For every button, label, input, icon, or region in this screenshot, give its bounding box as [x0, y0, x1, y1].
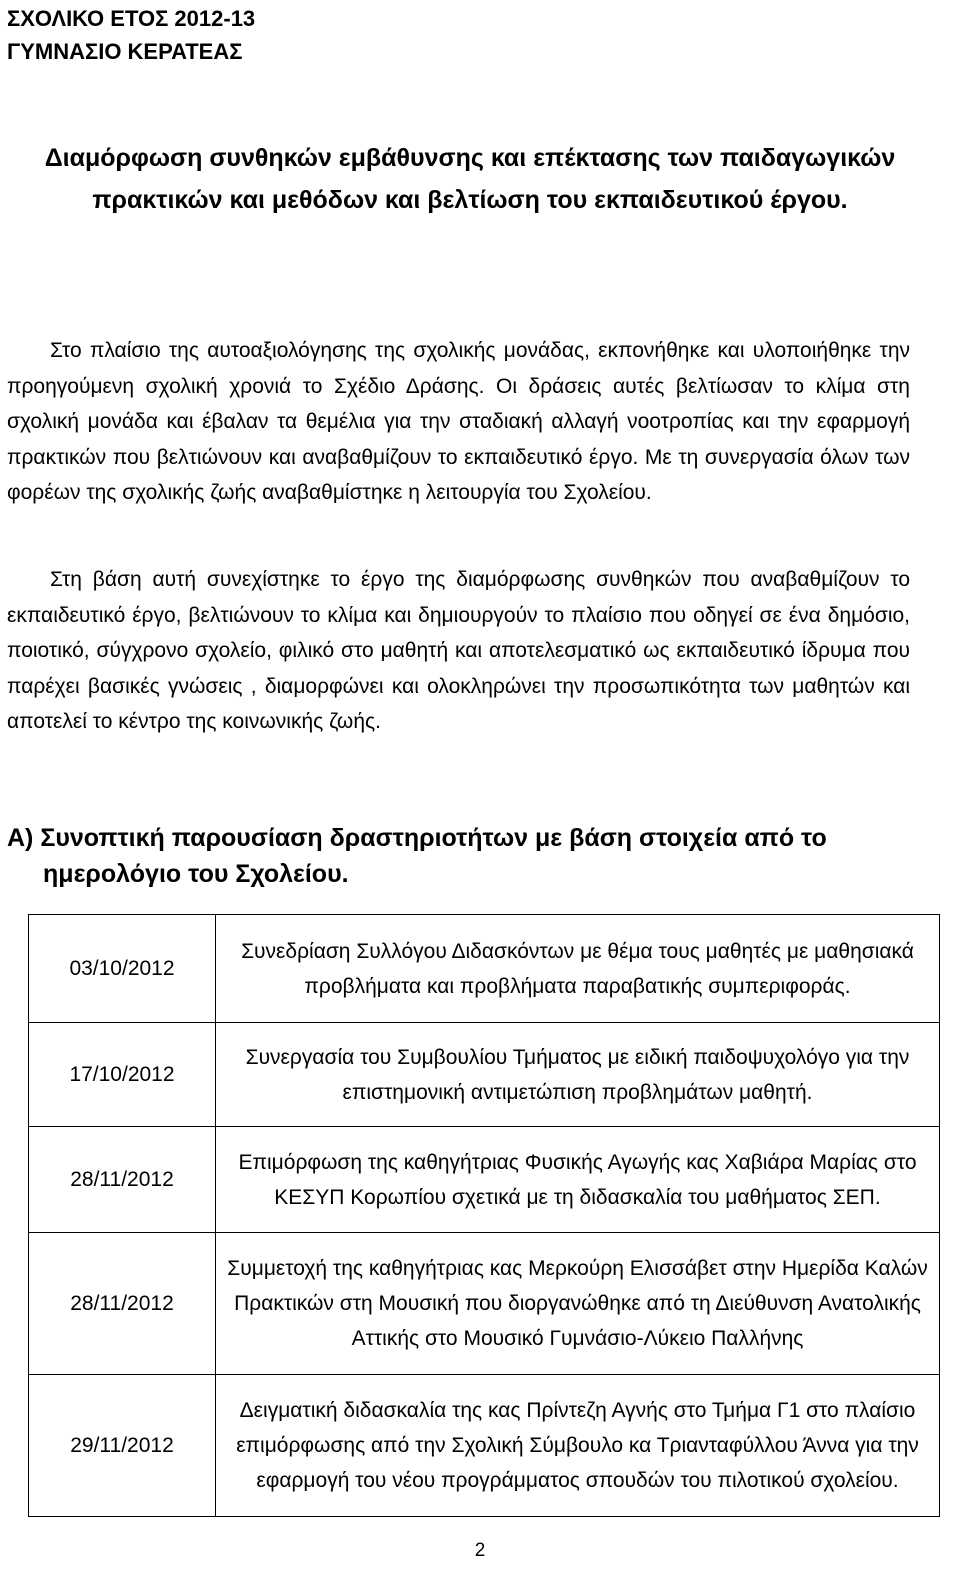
school-year: ΣΧΟΛΙΚΟ ΕΤΟΣ 2012-13 [7, 6, 256, 31]
intro-paragraph: Στο πλαίσιο της αυτοαξιολόγησης της σχολικής μονάδας, εκπονήθηκε και υλοποιήθηκε την προηγούμενη σχολική χρονιά το Σχέδιο Δράσης. Οι δράσεις αυτές βελτίωσαν το κλίμα στη σχολική μονάδα και έβαλαν τα θεμέλια για την σταδιακή αλλαγή νοοτροπίας και την εφαρμογή πρακτικών που βελτιώνουν και αναβαθμίζουν το εκπαιδευτικό έργο. Με τη συνεργασία όλων των φορέων της σχολικής ζωής αναβαθμίστηκε η λειτουργία του Σχολείου. [7, 339, 910, 504]
event-description: Συνεδρίαση Συλλόγου Διδασκόντων με θέμα τους μαθητές με μαθησιακά προβλήματα και προβλήματα παραβατικής συμπεριφοράς. [216, 915, 940, 1023]
activities-table [28, 914, 940, 1517]
event-date: 17/10/2012 [29, 1023, 216, 1127]
event-description: Επιμόρφωση της καθηγήτριας Φυσικής Αγωγής κας Χαβιάρα Μαρίας στο ΚΕΣΥΠ Κορωπίου σχετικά με τη διδασκαλία του μαθήματος ΣΕΠ. [216, 1127, 940, 1233]
table-row [29, 1023, 940, 1127]
event-date: 03/10/2012 [29, 915, 216, 1023]
school-name: ΓΥΜΝΑΣΙΟ ΚΕΡΑΤΕΑΣ [7, 39, 243, 64]
page-number: 2 [474, 1540, 486, 1561]
event-description: Συμμετοχή της καθηγήτριας κας Μερκούρη Ελισσάβετ στην Ημερίδα Καλών Πρακτικών στη Μουσική που διοργανώθηκε από τη Διεύθυνση Ανατολικής Αττικής στο Μουσικό Γυμνάσιο-Λύκειο Παλλήνης [216, 1233, 940, 1375]
table-row [29, 1233, 940, 1375]
body-paragraph: Στη βάση αυτή συνεχίστηκε το έργο της διαμόρφωσης συνθηκών που αναβαθμίζουν το εκπαιδευτικό έργο, βελτιώνουν το κλίμα και δημιουργούν το πλαίσιο που οδηγεί σε ένα δημόσιο, ποιοτικό, σύγχρονο σχολείο, φιλικό στο μαθητή και αποτελεσματικό ως εκπαιδευτικό ίδρυμα που παρέχει βασικές γνώσεις , διαμορφώνει και ολοκληρώνει την προσωπικότητα των μαθητών και αποτελεί το κέντρο της κοινωνικής ζωής. [7, 568, 910, 733]
document-title: Διαμόρφωση συνθηκών εμβάθυνσης και επέκτασης των παιδαγωγικών πρακτικών και μεθόδων και βελτίωση του εκπαιδευτικού έργου. [44, 144, 896, 214]
table-row [29, 1375, 940, 1517]
table-row [29, 915, 940, 1023]
event-description: Συνεργασία του Συμβουλίου Τμήματος με ειδική παιδοψυχολόγο για την επιστημονική αντιμετώπιση προβλημάτων μαθητή. [216, 1023, 940, 1127]
event-date: 29/11/2012 [29, 1375, 216, 1517]
document-header [7, 2, 255, 68]
event-description: Δειγματική διδασκαλία της κας Πρίντεζη Αγνής στο Τμήμα Γ1 στο πλαίσιο επιμόρφωσης από την Σχολική Σύμβουλο κα Τριανταφύλλου Άννα για την εφαρμογή του νέου προγράμματος σπουδών του πιλοτικού σχολείου. [216, 1375, 940, 1517]
event-date: 28/11/2012 [29, 1127, 216, 1233]
table-row [29, 1127, 940, 1233]
event-date: 28/11/2012 [29, 1233, 216, 1375]
section-heading: Α) Συνοπτική παρουσίαση δραστηριοτήτων με βάση στοιχεία από το ημερολόγιο του Σχολείου. [7, 824, 827, 888]
